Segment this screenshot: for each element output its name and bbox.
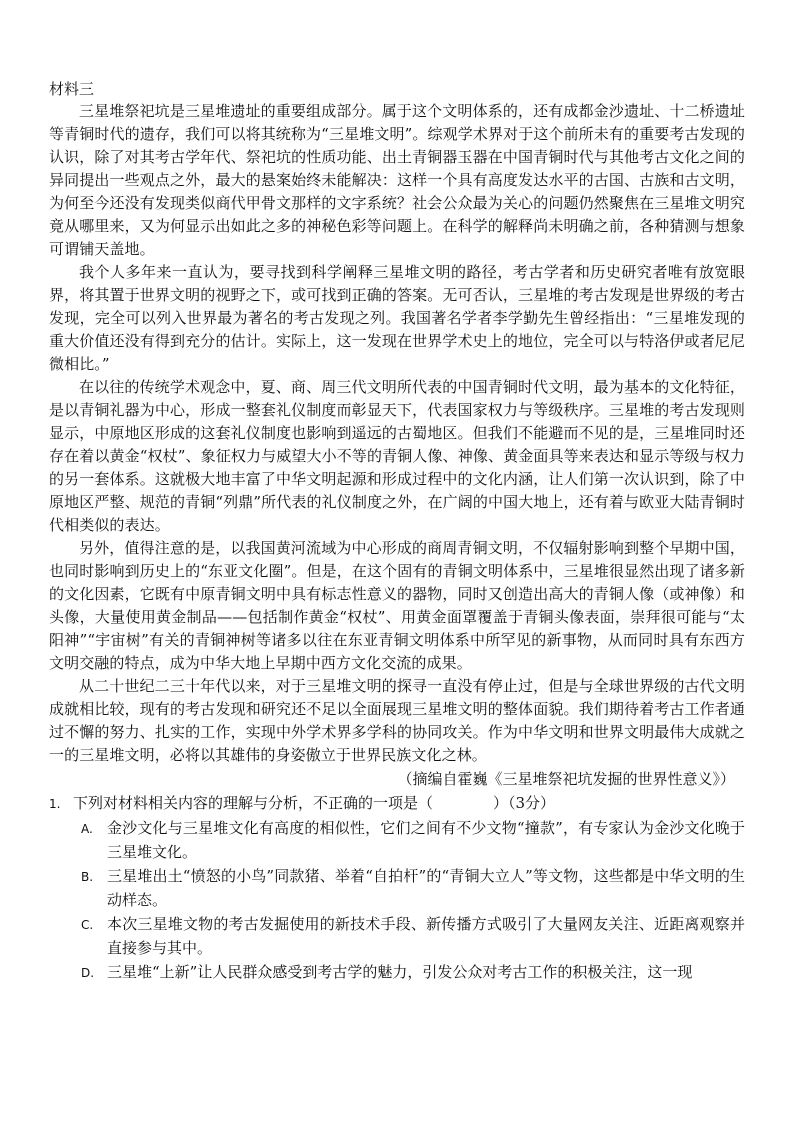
- question-1: [49, 791, 745, 816]
- option-a[interactable]: [49, 816, 745, 864]
- paragraph-3: 在以往的传统学术观念中，夏、商、周三代文明所代表的中国青铜时代文明，最为基本的文化特征，是以青铜礼器为中心，形成一整套礼仪制度而彰显天下，代表国家权力与等级秩序。三星堆的考古发现则显示，中原地区形成的这套礼仪制度也影响到遥远的古蜀地区。但我们不能避而不见的是，三星堆同时还存在着以黄金“权杖”、象征权力与威望大小不等的青铜人像、神像、黄金面具等来表达和显示等级与权力的另一套体系。这就极大地丰富了中华文明起源和形成过程中的文化内涵，让人们第一次认识到，除了中原地区严整、规范的青铜“列鼎”所代表的礼仪制度之外，在广阔的中国大地上，还有着与欧亚大陆青铜时代相类似的表达。: [49, 378, 745, 534]
- question-options: [49, 816, 745, 985]
- source-citation: （摘编自霍巍《三星堆祭祀坑发掘的世界性意义》）: [397, 770, 735, 788]
- paragraph-2: 我个人多年来一直认为，要寻找到科学阐释三星堆文明的路径，考古学者和历史研究者唯有放宽眼界，将其置于世界文明的视野之下，或可找到正确的答案。无可否认，三星堆的考古发现是世界级的考古发现，完全可以列入世界最为著名的考古发现之列。我国著名学者李学勤先生曾经指出：“三星堆发现的重大价值还没有得到充分的估计。实际上，这一发现在世界学术史上的地位，完全可以与特洛伊或者尼尼微相比。”: [49, 263, 745, 373]
- option-text: 金沙文化与三星堆文化有高度的相似性，它们之间有不少文物“撞款”，有专家认为金沙文化晚于三星堆文化。: [107, 819, 745, 861]
- option-c[interactable]: [49, 912, 745, 960]
- option-text: 三星堆“上新”让人民群众感受到考古学的魅力，引发公众对考古工作的积极关注，这一现: [107, 963, 693, 981]
- option-d[interactable]: [49, 960, 745, 985]
- option-b[interactable]: [49, 864, 745, 912]
- option-letter: A.: [81, 822, 93, 836]
- option-text: 本次三星堆文物的考古发掘使用的新技术手段、新传播方式吸引了大量网友关注、近距离观察并直接参与其中。: [107, 915, 745, 957]
- option-text: 三星堆出土“愤怒的小鸟”同款猪、举着“自拍杆”的“青铜大立人”等文物，这些都是中华文明的生动样态。: [107, 867, 745, 909]
- question-number: 1.: [49, 797, 61, 811]
- paragraph-4: 另外，值得注意的是，以我国黄河流域为中心形成的商周青铜文明，不仅辐射影响到整个早期中国，也同时影响到历史上的“东亚文化圈”。但是，在这个固有的青铜文明体系中，三星堆很显然出现了诸多新的文化因素，它既有中原青铜文明中具有标志性意义的器物，同时又创造出高大的青铜人像（或神像）和头像，大量使用黄金制品——包括制作黄金“权杖”、用黄金面罩覆盖于青铜头像表面，崇拜很可能与“太阳神”“宇宙树”有关的青铜神树等诸多以往在东亚青铜文明体系中所罕见的新事物，从而同时具有东西方文明交融的特点，成为中华大地上早期中西方文化交流的成果。: [49, 539, 745, 672]
- option-letter: D.: [81, 966, 95, 980]
- option-letter: B.: [81, 870, 94, 884]
- paragraph-1: 三星堆祭祀坑是三星堆遗址的重要组成部分。属于这个文明体系的，还有成都金沙遗址、十二桥遗址等青铜时代的遗存，我们可以将其统称为“三星堆文明”。综观学术界对于这个前所未有的重要考古发现的认识，除了对其考古学年代、祭祀坑的性质功能、出土青铜器玉器在中国青铜时代与其他考古文化之间的异同提出一些观点之外，最大的悬案始终未能解决：这样一个具有高度发达水平的古国、古族和古文明，为何至今还没有发现类似商代甲骨文那样的文字系统？社会公众最为关心的问题仍然聚焦在三星堆文明究竟从哪里来，又为何显示出如此之多的神秘色彩等问题上。在科学的解释尚未明确之前，各种猜测与想象可谓铺天盖地。: [49, 102, 745, 258]
- section-title: 材料三: [49, 80, 95, 98]
- paragraph-5: 从二十世纪二三十年代以来，对于三星堆文明的探寻一直没有停止过，但是与全球世界级的古代文明成就相比较，现有的考古发现和研究还不足以全面展现三星堆文明的整体面貌。我们期待着考古工作者通过不懈的努力、扎实的工作，实现中外学术界多学科的协同攻关。作为中华文明和世界文明最伟大成就之一的三星堆文明，必将以其雄伟的身姿傲立于世界民族文化之林。: [49, 677, 745, 764]
- option-letter: C.: [81, 918, 94, 932]
- question-text: 下列对材料相关内容的理解与分析，不正确的一项是（ ）（3分）: [73, 794, 556, 812]
